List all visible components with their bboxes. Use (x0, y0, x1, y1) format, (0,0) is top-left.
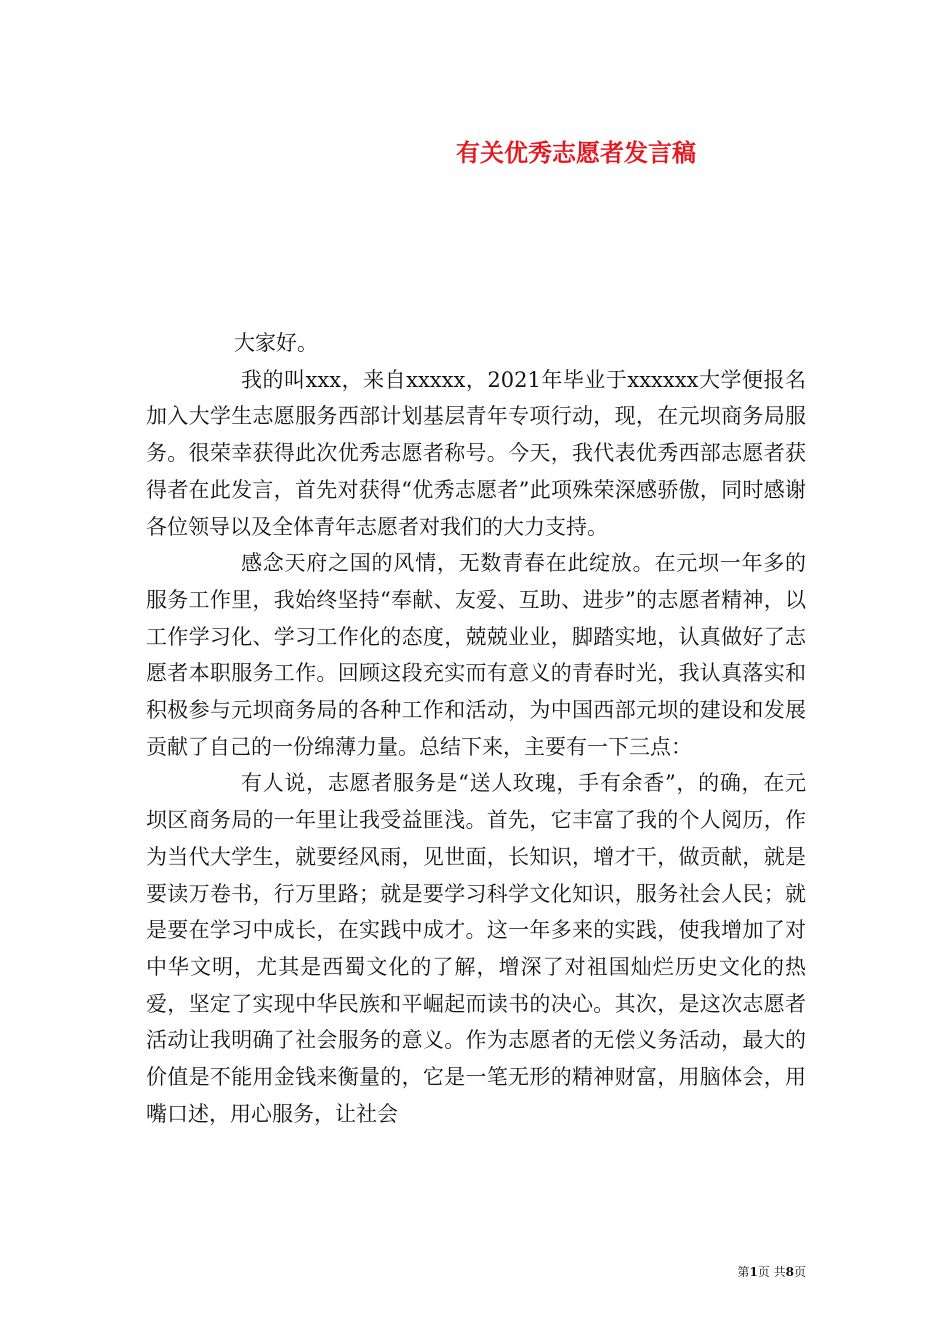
footer-middle: 页 共 (757, 1265, 786, 1279)
document-body (146, 325, 806, 1132)
paragraph-intro: 我的叫xxx，来自xxxxx，2021年毕业于xxxxxx大学便报名加入大学生志愿服务西部计划基层青年专项行动，现，在元坝商务局服务。很荣幸获得此次优秀志愿者称号。今天，我代表优秀西部志愿者获得者在此发言，首先对获得“优秀志愿者”此项殊荣深感骄傲，同时感谢各位领导以及全体青年志愿者对我们的大力支持。 (146, 367, 806, 539)
paragraph-gains: 有人说，志愿者服务是“送人玫瑰，手有余香”，的确，在元坝区商务局的一年里让我受益匪浅。首先，它丰富了我的个人阅历，作为当代大学生，就要经风雨，见世面，长知识，增才干，做贡献，就是要读万卷书，行万里路；就是要学习科学文化知识，服务社会人民；就是要在学习中成长，在实践中成才。这一年多来的实践，使我增加了对中华文明，尤其是西蜀文化的了解，增深了对祖国灿烂历史文化的热爱，坚定了实现中华民族和平崛起而读书的决心。其次，是这次志愿者活动让我明确了社会服务的意义。作为志愿者的无偿义务活动，最大的价值是不能用金钱来衡量的，它是一笔无形的精神财富，用脑体会，用嘴口述，用心服务，让社会 (146, 771, 806, 1126)
footer-total-pages: 8 (785, 1265, 794, 1279)
footer-suffix: 页 (793, 1265, 806, 1279)
paragraph-service: 感念天府之国的风情，无数青春在此绽放。在元坝一年多的服务工作里，我始终坚持“奉献、友爱、互助、进步”的志愿者精神，以工作学习化、学习工作化的态度，兢兢业业，脚踏实地，认真做好了志愿者本职服务工作。回顾这段充实而有意义的青春时光，我认真落实和积极参与元坝商务局的各种工作和活动，为中国西部元坝的建设和发展贡献了自己的一份绵薄力量。总结下来，主要有一下三点： (146, 551, 806, 759)
document-title: 有关优秀志愿者发言稿 (456, 138, 696, 167)
page-footer (737, 1263, 806, 1280)
greeting-line: 大家好。 (234, 331, 318, 355)
footer-current-page: 1 (749, 1265, 758, 1279)
footer-prefix: 第 (737, 1265, 750, 1279)
